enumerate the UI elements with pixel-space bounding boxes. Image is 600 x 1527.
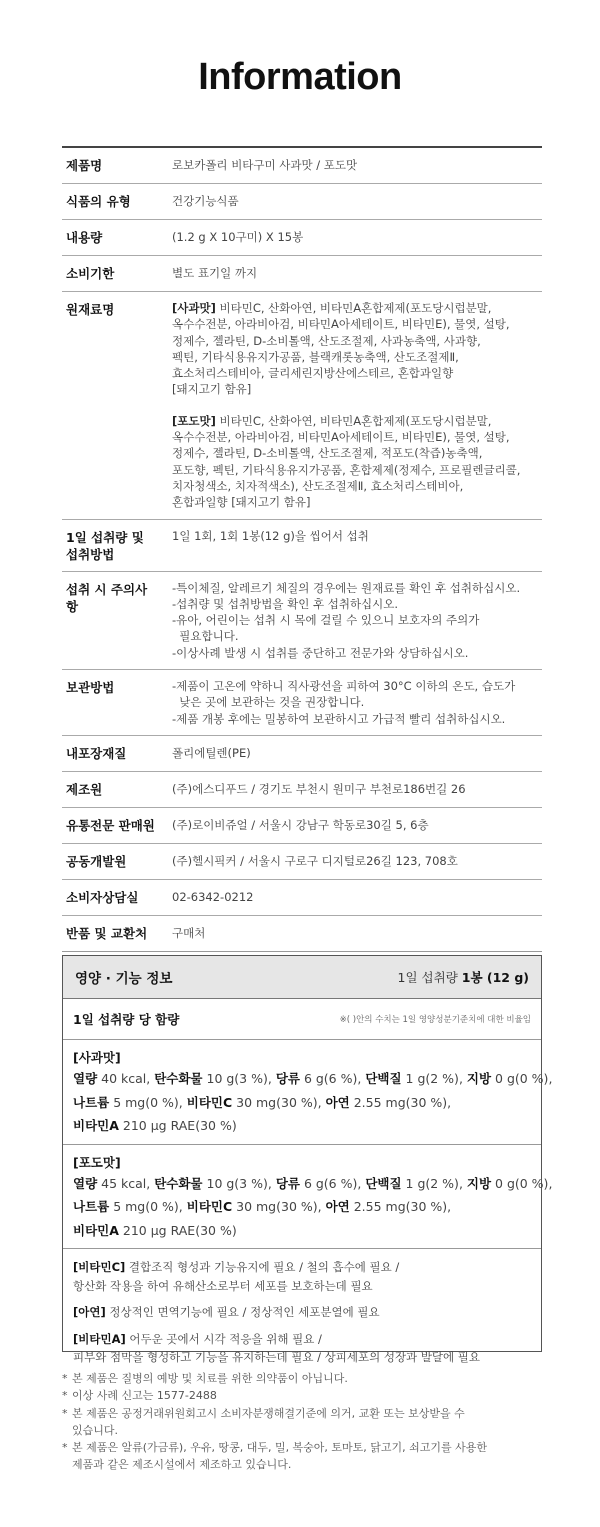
nutrient-amount: 210 μg RAE(30 %) <box>118 1222 237 1238</box>
table-row <box>62 880 542 916</box>
caution-line: -유아, 어린이는 섭취 시 목에 걸릴 수 있으니 보호자의 주의가 <box>172 613 480 628</box>
apple-nutrition-tag: [사과맛] <box>73 1050 121 1065</box>
nutrient-name: 지방 <box>466 1175 492 1191</box>
footnote <box>62 1439 542 1456</box>
row-label: 원재료명 <box>66 302 115 317</box>
function-tag: [아연] <box>73 1305 106 1319</box>
nutrient-amount: 10 g(3 %), <box>202 1071 276 1086</box>
nutrient-name: 나트륨 <box>73 1199 110 1214</box>
nutrient-amount: 30 mg(30 %), <box>232 1199 326 1214</box>
nutrient-amount: 2.55 mg(30 %), <box>349 1199 452 1214</box>
table-row <box>62 844 542 880</box>
serving-prefix: 1일 섭취량 <box>397 970 462 985</box>
nutrient-amount: 1 g(2 %), <box>401 1071 467 1086</box>
footnote-text: 이상 사례 신고는 1577-2488 <box>72 1389 217 1403</box>
nutrient-name: 아연 <box>325 1094 350 1110</box>
table-row <box>62 916 542 951</box>
nutrient-name: 비타민A <box>73 1118 119 1133</box>
row-value: 02-6342-0212 <box>172 890 254 905</box>
nutrient-line <box>73 1195 531 1219</box>
storage-line: -제품이 고온에 약하니 직사광선을 피하여 30°C 이하의 온도, 습도가 <box>172 679 516 694</box>
row-value: 건강기능식품 <box>172 194 239 209</box>
storage-line: 낮은 곳에 보관하는 것을 권장합니다. <box>172 695 365 710</box>
row-label: 내용량 <box>66 230 103 245</box>
grape-nutrition <box>63 1145 553 1250</box>
nutrient-name: 나트륨 <box>73 1094 110 1110</box>
footnote-text: 본 제품은 알류(가금류), 우유, 땅콩, 대두, 밀, 복숭아, 토마토, 닭고기, 쇠고기를 사용한 <box>72 1441 488 1455</box>
grape-ingredients <box>172 413 542 511</box>
row-label: 소비기한 <box>66 266 115 281</box>
nutrient-name: 아연 <box>325 1199 350 1214</box>
table-row <box>62 772 542 808</box>
function-tag: [비타민A] <box>73 1331 126 1346</box>
footnote <box>62 1387 542 1404</box>
intake-label-line2: 섭취방법 <box>66 546 115 562</box>
serving-value: 1봉 (12 g) <box>461 970 529 985</box>
grape-nutrition-tag: [포도맛] <box>73 1154 121 1170</box>
footnote <box>62 1370 542 1387</box>
table-row <box>62 148 542 184</box>
table-row <box>62 220 542 256</box>
caution-row <box>62 572 542 670</box>
nutrient-name: 당류 <box>275 1175 300 1191</box>
nutrient-amount: 0 g(0 %), <box>491 1175 553 1191</box>
nutrient-name: 지방 <box>466 1071 492 1086</box>
nutrient-name: 열량 <box>73 1175 98 1191</box>
nutrient-name: 당류 <box>275 1071 300 1086</box>
row-value: 구매처 <box>172 926 206 941</box>
per-serving-label: 1일 섭취량 당 함량 <box>73 1012 180 1027</box>
nutrient-amount: 0 g(0 %), <box>491 1071 553 1086</box>
apple-nutrition <box>63 1040 553 1145</box>
footnote-mark: * <box>62 1389 68 1403</box>
storage-line: -제품 개봉 후에는 밀봉하여 보관하시고 가급적 빨리 섭취하십시오. <box>172 711 506 726</box>
table-row <box>62 736 542 772</box>
row-value: (주)헬시픽커 / 서울시 구로구 디지털로26길 123, 708호 <box>172 854 458 869</box>
footnotes <box>62 1370 542 1474</box>
row-label <box>62 528 162 563</box>
function-line <box>73 1330 531 1349</box>
function-text: 정상적인 면역기능에 필요 / 정상적인 세포분열에 필요 <box>105 1305 380 1319</box>
nutrient-amount: 6 g(6 %), <box>299 1175 366 1191</box>
row-value: 폴리에틸렌(PE) <box>172 746 251 761</box>
footnote-text: 있습니다. <box>72 1423 119 1437</box>
row-label: 제조원 <box>66 781 103 797</box>
row-label: 공동개발원 <box>66 853 127 869</box>
nutrient-line <box>73 1219 531 1243</box>
footnote <box>62 1456 542 1473</box>
nutrient-amount: 210 μg RAE(30 %) <box>118 1118 237 1133</box>
ingredients-row <box>62 292 542 520</box>
nutrient-amount: 6 g(6 %), <box>299 1071 366 1086</box>
row-label: 보관방법 <box>66 680 115 696</box>
row-value: (주)로이비쥬얼 / 서울시 강남구 학동로30길 5, 6층 <box>172 818 429 833</box>
function-text: 어두운 곳에서 시각 적응을 위해 필요 / <box>125 1331 322 1346</box>
row-label: 제품명 <box>66 158 103 173</box>
table-row <box>62 256 542 292</box>
row-label: 내포장재질 <box>66 745 127 761</box>
storage-value <box>162 678 542 727</box>
grape-ingredients-text: 비타민C, 산화아연, 비타민A혼합제제(포도당시럽분말, 옥수수전분, 아라비아검, 비타민A아세테이트, 비타민E), 물엿, 설탕, 정제수, 젤라틴, D-소비톨액, 산도조절제, 적포도(착즙)농축액, 포도향, 펙틴, 기타식용유지가공품, 혼합제제(정제수, 프로필렌글리콜, 치자청색소, 치자적색소), 산도조절제Ⅱ, 효소처리스테비아, 혼합과일향 [돼지고기 함유] <box>172 413 521 510</box>
nutrition-title: 영양 · 기능 정보 <box>75 971 173 987</box>
nutrient-amount: 45 kcal, <box>97 1175 155 1191</box>
row-label: 유통전문 판매원 <box>66 817 155 833</box>
function-info <box>63 1249 541 1373</box>
intake-row <box>62 520 542 572</box>
serving-size <box>398 968 529 986</box>
footnote <box>62 1405 542 1422</box>
function-text: 결합조직 형성과 기능유지에 필요 / 철의 흡수에 필요 / <box>125 1260 400 1274</box>
caution-line: -섭취량 및 섭취방법을 확인 후 섭취하십시오. <box>172 596 399 611</box>
nutrient-name: 단백질 <box>365 1071 402 1086</box>
nutrient-amount: 30 mg(30 %), <box>232 1094 326 1110</box>
nutrient-name: 탄수화물 <box>154 1175 203 1191</box>
nutrient-amount: 10 g(3 %), <box>202 1175 276 1191</box>
nutrient-name: 단백질 <box>365 1175 402 1191</box>
nutrient-name: 열량 <box>73 1071 98 1086</box>
caution-value <box>162 580 542 661</box>
function-line: 항산화 작용을 하여 유해산소로부터 세포를 보호하는데 필요 <box>73 1278 373 1293</box>
footnote-mark: * <box>62 1441 68 1455</box>
ingredients-value <box>162 300 542 511</box>
nutrient-name: 비타민A <box>73 1222 119 1238</box>
footnote-text: 본 제품은 질병의 예방 및 치료를 위한 의약품이 아닙니다. <box>72 1372 348 1385</box>
nutrient-amount: 5 mg(0 %), <box>109 1199 187 1214</box>
row-value: (1.2 g X 10구미) X 15봉 <box>172 230 304 245</box>
row-value: 별도 표기일 까지 <box>172 266 258 281</box>
row-value: (주)에스디푸드 / 경기도 부천시 원미구 부천로186번길 26 <box>172 782 466 797</box>
product-info-table <box>62 146 542 952</box>
footnote-mark: * <box>62 1406 68 1420</box>
nutrient-name: 탄수화물 <box>154 1071 203 1086</box>
row-label: 섭취 시 주의사항 <box>66 581 148 614</box>
nutrient-amount: 5 mg(0 %), <box>109 1094 187 1110</box>
per-serving-note: ※( )안의 수치는 1일 영양성분기준치에 대한 비율임 <box>339 1015 531 1025</box>
nutrient-amount: 40 kcal, <box>97 1071 155 1086</box>
nutrient-line <box>73 1114 531 1138</box>
apple-ingredients-text: 비타민C, 산화아연, 비타민A혼합제제(포도당시럽분말, 옥수수전분, 아라비아검, 비타민A아세테이트, 비타민E), 물엿, 설탕, 정제수, 젤라틴, D-소비톨액, 산도조절제, 사과농축액, 사과향, 펙틴, 기타식용유지가공품, 블랙캐롯농축액, 산도조절제Ⅱ, 효소처리스테비아, 글리세린지방산에스테르, 혼합과일향 [돼지고기 함유] <box>172 301 510 397</box>
function-line <box>73 1303 531 1322</box>
grape-tag: [포도맛] <box>172 413 216 428</box>
function-tag: [비타민C] <box>73 1260 126 1274</box>
nutrient-amount: 2.55 mg(30 %), <box>349 1094 452 1110</box>
caution-line: -이상사례 발생 시 섭취를 중단하고 전문가와 상담하십시오. <box>172 645 469 660</box>
apple-ingredients <box>172 300 542 398</box>
nutrient-amount: 1 g(2 %), <box>401 1175 467 1191</box>
nutrient-name: 비타민C <box>186 1094 233 1110</box>
per-serving-row <box>63 999 541 1040</box>
table-row <box>62 184 542 220</box>
nutrient-line <box>73 1172 553 1196</box>
row-label: 식품의 유형 <box>66 194 131 209</box>
function-line <box>73 1258 531 1277</box>
storage-row <box>62 670 542 736</box>
nutrition-panel <box>62 955 553 1364</box>
row-label: 반품 및 교환처 <box>66 925 148 941</box>
caution-line: -특이체질, 알레르기 체질의 경우에는 원재료를 확인 후 섭취하십시오. <box>172 580 521 595</box>
row-label: 소비자상담실 <box>66 889 139 905</box>
nutrient-line <box>73 1091 531 1115</box>
page-title: Information <box>198 56 402 98</box>
row-value: 로보카폴리 비타구미 사과맛 / 포도맛 <box>172 158 358 173</box>
footnote <box>62 1422 542 1439</box>
row-value: 1일 1회, 1회 1봉(12 g)을 씹어서 섭취 <box>172 528 369 543</box>
footnote-mark: * <box>62 1372 68 1385</box>
footnote-text: 본 제품은 공정거래위원회고시 소비자분쟁해결기준에 의거, 교환 또는 보상받을 수 <box>72 1406 465 1420</box>
nutrition-header <box>63 956 541 999</box>
table-row <box>62 808 542 844</box>
footnote-text: 제품과 같은 제조시설에서 제조하고 있습니다. <box>72 1458 292 1472</box>
apple-tag: [사과맛] <box>172 301 216 315</box>
intake-label-line1: 1일 섭취량 및 <box>66 529 144 545</box>
nutrient-name: 비타민C <box>186 1199 233 1214</box>
nutrient-line <box>73 1067 553 1091</box>
function-line: 피부와 점막을 형성하고 기능을 유지하는데 필요 / 상피세포의 성장과 발달에 필요 <box>73 1350 481 1364</box>
caution-line: 필요합니다. <box>172 629 239 644</box>
